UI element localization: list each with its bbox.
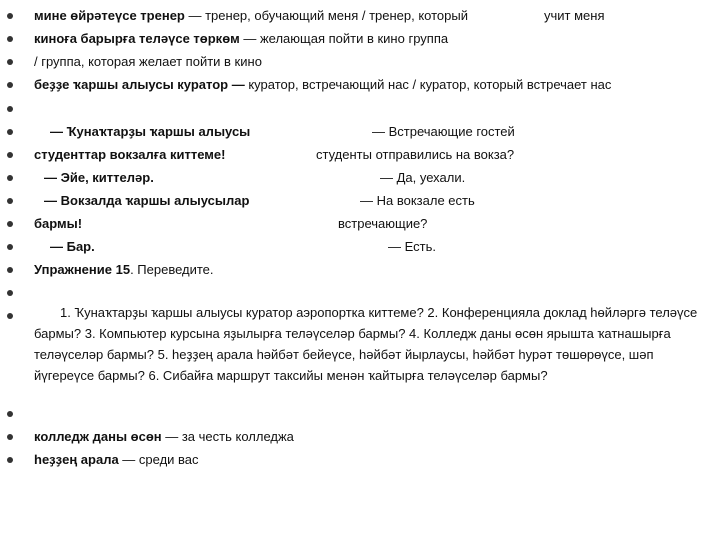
bullet-icon [7,82,13,88]
dialog-bashkir-line: студенттар вокзалға киттеме! [34,147,226,162]
dialog-russian-line: встречающие? [338,216,428,231]
dialog-russian-line: студенты отправились на вокза? [316,147,515,162]
vocab-term: мине өйрәтеүсе тренер [34,8,185,23]
vocab-translation: — тренер, обучающий меня / тренер, который [184,8,468,23]
dialog-bashkir-line: — Ҡунаҡтарҙы ҡаршы алыусы [50,124,251,139]
bullet-icon [7,267,13,273]
bullet-icon [7,434,13,440]
dialog-bashkir-line: — Вокзалда ҡаршы алыусылар [44,193,250,208]
vocab-term: киноға барырға теләүсе төркөм [34,31,240,46]
dialog-russian-line: — Есть. [388,239,436,254]
exercise-heading [34,262,214,278]
bullet-icon [7,244,13,250]
bullet-icon [7,152,13,158]
bullet-icon [7,221,13,227]
exercise-instruction: . Переведите. [130,262,214,277]
vocab-line [34,429,294,445]
vocab-translation: — за честь колледжа [161,429,294,444]
vocab-translation-end: учит меня [544,8,605,23]
vocab-translation: куратор, встречающий нас / куратор, который встречает нас [244,77,612,92]
dialog-bashkir-line: бармы! [34,216,83,231]
vocab-line [34,77,611,93]
bullet-icon [7,198,13,204]
dialog-bashkir-line: — Бар. [50,239,95,254]
vocab-term: һеҙҙең арала [34,452,119,467]
vocab-line [34,54,262,70]
bullet-icon [7,106,13,112]
exercise-paragraph: 1. Ҡунаҡтарҙы ҡаршы алыусы куратор аэропортка киттеме? 2. Конференцияла доклад һөйләргә теләүсе бармы? 3. Компьютер курсына яҙылырға теләүселәр бармы? 4. Колледж даны өсөн ярышта ҡатнашырға теләүселәр бармы? 5. һеҙҙең арала һәйбәт бейеүсе, һәйбәт йырлаусы, һәйбәт һурәт төшөрөүсе, шәп йүгереүсе бармы? 6. Сибайға маршрут таксийы менән ҡайтырға теләүселәр бармы? [34,305,698,383]
bullet-icon [7,313,13,319]
bullet-icon [7,411,13,417]
bullet-icon [7,457,13,463]
vocab-translation: / группа, которая желает пойти в кино [34,54,262,69]
bullet-icon [7,13,13,19]
bullet-icon [7,129,13,135]
bullet-icon [7,175,13,181]
vocab-translation: — среди вас [118,452,199,467]
vocab-line [34,8,468,24]
vocab-translation: — желающая пойти в кино группа [239,31,449,46]
dialog-bashkir-line: — Эйе, киттеләр. [44,170,154,185]
dialog-russian-line: — На вокзале есть [360,193,475,208]
vocab-line [34,31,448,47]
vocab-term: беҙҙе ҡаршы алыусы куратор — [34,77,245,92]
exercise-number: Упражнение 15 [34,262,131,277]
bullet-icon [7,290,13,296]
bullet-icon [7,36,13,42]
dialog-russian-line: — Встречающие гостей [372,124,515,139]
vocab-line [34,452,199,468]
vocab-term: колледж даны өсөн [34,429,162,444]
dialog-russian-line: — Да, уехали. [380,170,466,185]
bullet-icon [7,59,13,65]
